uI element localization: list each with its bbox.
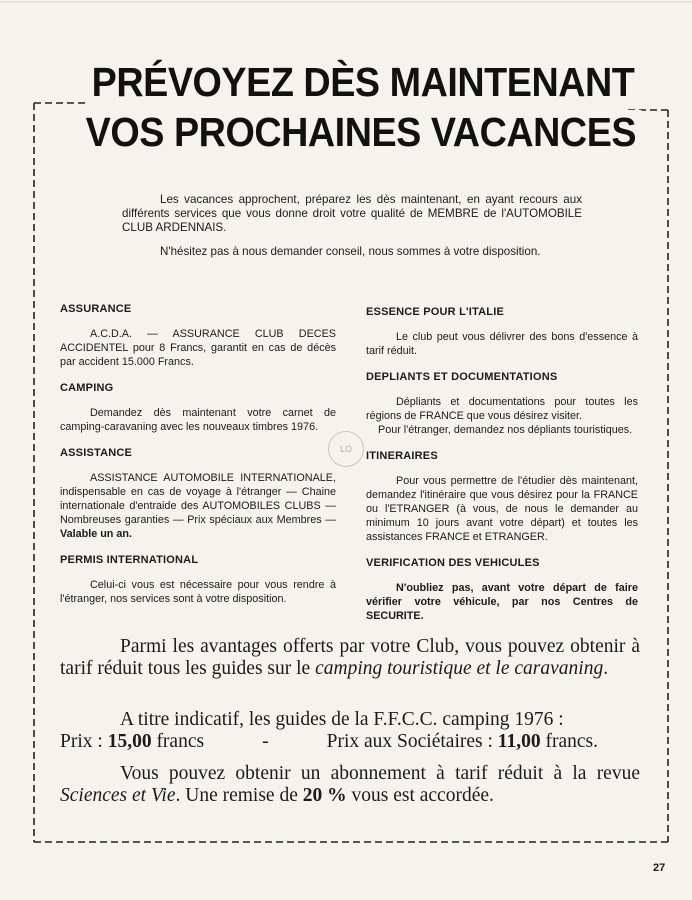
section-verification [366, 556, 638, 623]
members-price-value: 11,00 [497, 731, 541, 752]
section-title: DEPLIANTS ET DOCUMENTATIONS [366, 371, 558, 383]
section-text: Le club peut vous délivrer des bons d'essence à tarif réduit. [366, 331, 638, 357]
price-members [327, 731, 598, 753]
section-title: ASSURANCE [60, 303, 132, 315]
price-separator: - [262, 731, 269, 752]
members-price-label: Prix aux Sociétaires : [326, 731, 493, 752]
intro-paragraph-1: Les vacances approchent, préparez les dès maintenant, en ayant recours aux différents services que vous donne droit votre qualité de MEMBRE de l'AUTOMOBILE CLUB ARDENNAIS. [122, 193, 582, 234]
section-assistance [60, 446, 336, 541]
price-value: 15,00 [107, 731, 152, 752]
section-permis [60, 553, 336, 606]
price-unit: francs [156, 731, 205, 752]
offer-paragraph-1 [60, 636, 640, 680]
subscription-text-2: . Une remise de [175, 785, 303, 806]
members-price-unit: francs. [545, 731, 598, 752]
section-text-2: Pour l'étranger, demandez nos dépliants touristiques. [378, 424, 633, 436]
section-title: ASSISTANCE [60, 447, 133, 459]
section-title: PERMIS INTERNATIONAL [60, 554, 199, 566]
section-itineraires [366, 449, 638, 544]
section-text: Demandez dès maintenant votre carnet de camping-caravaning avec les nouveaux timbres 1976. [60, 407, 336, 433]
section-text: A.C.D.A. — ASSURANCE CLUB DECES ACCIDENTEL pour 8 Francs, garantit en cas de décès par accident 15.000 Francs. [60, 328, 336, 368]
price-row [60, 731, 598, 753]
intro-paragraph-2: N'hésitez pas à nous demander conseil, nous sommes à votre disposition. [160, 245, 541, 258]
subscription-text-3: vous est accordée. [346, 785, 494, 806]
section-assurance [60, 302, 336, 369]
watermark-stamp: LO [328, 431, 364, 467]
assistance-text: ASSISTANCE AUTOMOBILE INTERNATIONALE, indispensable en cas de voyage à l'étranger — Chaine internationale d'entraide des AUTOMOBILES CLUBS — Nombreuses garanties — Prix spéciaux aux Membres — [60, 472, 336, 526]
page-number: 27 [653, 862, 666, 874]
section-text [60, 471, 336, 541]
price-public [60, 731, 204, 753]
section-essence [366, 305, 638, 358]
section-title: CAMPING [60, 382, 114, 394]
price-label: Prix : [60, 731, 103, 752]
offer-paragraph-3 [60, 763, 640, 807]
magazine-name: Sciences et Vie [60, 785, 176, 806]
section-text: Celui-ci vous est nécessaire pour vous rendre à l'étranger, nos services sont à votre disposition. [60, 579, 336, 605]
section-text: Dépliants et documentations pour toutes les régions de FRANCE que vous désirez visiter. [366, 396, 638, 422]
right-column [366, 305, 638, 635]
left-column [60, 302, 336, 618]
headline-line-1: PRÉVOYEZ DÈS MAINTENANT [88, 60, 647, 104]
offer-italic: camping touristique et le caravaning [315, 658, 604, 679]
headline-line-2: VOS PROCHAINES VACANCES [82, 110, 641, 154]
intro-text [122, 193, 582, 269]
section-camping [60, 381, 336, 434]
offer-text: Parmi les avantages offerts par votre Club, vous pouvez obtenir à tarif réduit tous les guides sur le [60, 636, 640, 679]
discount-percent: 20 % [302, 785, 347, 806]
offer-paragraph-2 [60, 709, 640, 753]
section-title: VERIFICATION DES VEHICULES [366, 557, 540, 569]
section-text: N'oubliez pas, avant votre départ de faire vérifier votre véhicule, par nos Centres de SECURITE. [366, 582, 638, 622]
section-text: Pour vous permettre de l'étudier dès maintenant, demandez l'itinéraire que vous désirez pour la FRANCE ou l'ETRANGER (à vous, de nous le demander au minimum 10 jours avant votre départ) et toutes les assistances FRANCE et ETRANGER. [366, 475, 638, 543]
section-title: ESSENCE POUR L'ITALIE [366, 306, 505, 318]
assistance-bold: Valable un an. [60, 528, 133, 540]
subscription-text: Vous pouvez obtenir un abonnement à tarif réduit à la revue [120, 763, 640, 784]
section-title: ITINERAIRES [366, 450, 438, 462]
section-depliants [366, 370, 638, 437]
offer-end: . [603, 658, 609, 679]
offer-prices-intro: A titre indicatif, les guides de la F.F.C.C. camping 1976 : [120, 709, 564, 730]
